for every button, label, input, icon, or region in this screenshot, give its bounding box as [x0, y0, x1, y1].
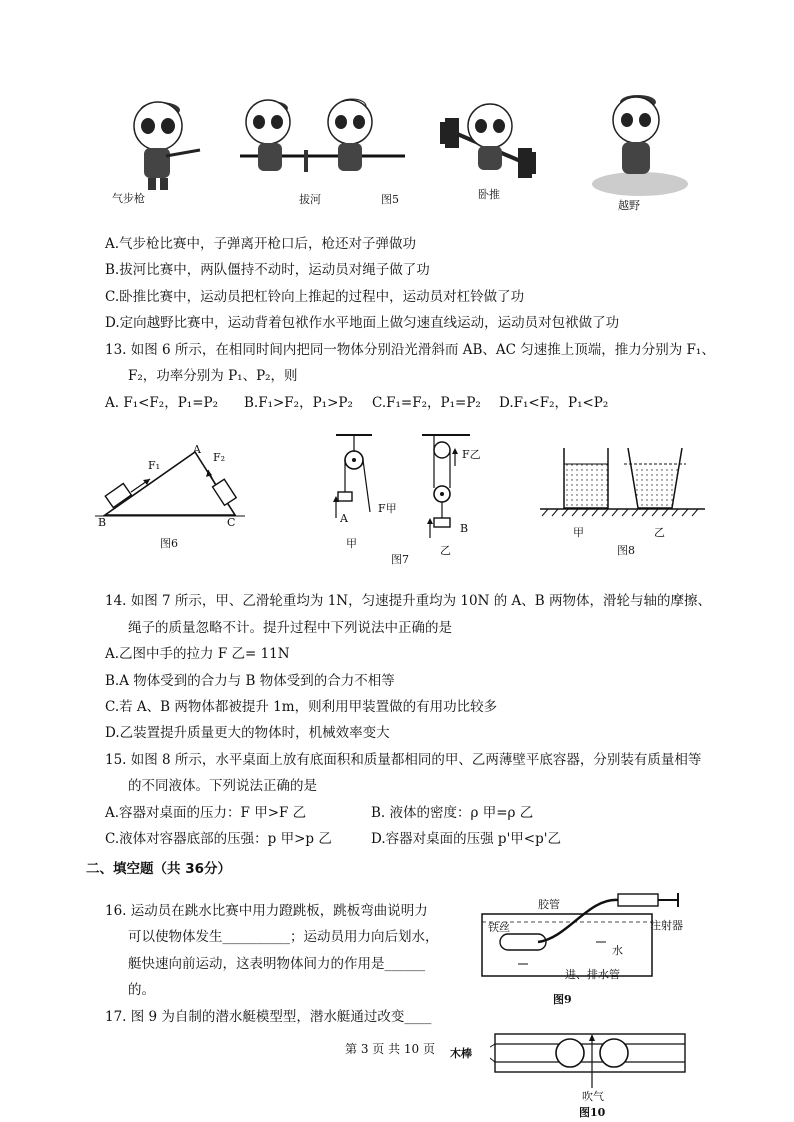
- q13-stem-line2: F₂，功率分别为 P₁、P₂，则: [128, 368, 298, 384]
- q13-stem-line1: 13. 如图 6 所示，在相同时间内把同一物体分别沿光滑斜而 AB、AC 匀速推上顶端，推力分别为 F₁、: [105, 342, 715, 358]
- block-on-ab: [105, 483, 131, 507]
- fig6-label-f2: F₂: [213, 451, 226, 464]
- q16-line3: 艇快速向前运动，这表明物体间力的作用是______: [128, 956, 425, 972]
- fig9-caption: 图9: [553, 993, 572, 1006]
- fig7-label-b: B: [460, 522, 469, 535]
- panda-orienteering-illustration: [592, 95, 688, 196]
- fig6-label-b: B: [98, 516, 107, 529]
- q15-option-a: A.容器对桌面的压力：F 甲>F 乙: [105, 805, 307, 821]
- q16-line2: 可以使物体发生__________；运动员用力向后划水，: [128, 929, 439, 945]
- fig5-label-tug: 拔河: [299, 193, 321, 206]
- q14-option-a: A.乙图中手的拉力 F 乙= 11N: [105, 646, 290, 662]
- figure-5: [100, 88, 700, 218]
- container-jia: [564, 448, 608, 508]
- fig9-label-syringe: 注射器: [650, 919, 683, 932]
- q15-stem-line2: 的不同液体。下列说法正确的是: [128, 778, 317, 794]
- fig8-label-yi: 乙: [654, 526, 665, 539]
- fig7-label-fyi: F乙: [462, 448, 481, 461]
- q14-option-b: B.A 物体受到的合力与 B 物体受到的合力不相等: [105, 673, 395, 689]
- panda-rifle-illustration: [134, 102, 200, 190]
- block-b: [434, 518, 450, 527]
- panda-tug-of-war-illustration: [240, 99, 405, 172]
- panda-bench-press-illustration: [440, 104, 536, 178]
- fig5-caption: 图5: [381, 193, 399, 206]
- fig10-label-blow: 吹气: [582, 1090, 604, 1103]
- q13-option-a: A. F₁<F₂，P₁=P₂: [105, 395, 219, 411]
- block-a: [338, 492, 352, 501]
- q14-option-d: D.乙装置提升质量更大的物体时，机械效率变大: [105, 725, 390, 741]
- fig7-label-jia: 甲: [346, 537, 357, 550]
- fig5-label-orienteering: 越野: [618, 199, 640, 212]
- q12-option-c: C.卧推比赛中，运动员把杠铃向上推起的过程中，运动员对杠铃做了功: [105, 289, 525, 305]
- fig9-label-pipe: 进、排水管: [565, 968, 620, 981]
- syringe: [618, 894, 658, 906]
- fig7-label-a: A: [340, 512, 348, 525]
- fig5-label-press: 卧推: [478, 188, 500, 201]
- page-footer: 第 3 页 共 10 页: [345, 1042, 435, 1056]
- fig10-caption: 图10: [579, 1106, 606, 1119]
- q15-stem-line1: 15. 如图 8 所示，水平桌面上放有底面积和质量都相同的甲、乙两薄壁平底容器，分别装有质量相等: [105, 752, 702, 768]
- fig5-label-rifle: 气步枪: [112, 192, 145, 205]
- fig6-label-a: A: [193, 443, 201, 456]
- fig8-caption: 图8: [617, 544, 635, 557]
- fig7-caption: 图7: [391, 553, 409, 566]
- fig7-label-fjia: F甲: [378, 502, 397, 515]
- q15-option-b: B. 液体的密度：ρ 甲=ρ 乙: [371, 805, 534, 821]
- fig6-label-f1: F₁: [148, 459, 161, 472]
- fig6-caption: 图6: [160, 537, 178, 550]
- q16-line1: 16. 运动员在跳水比赛中用力蹬跳板，跳板弯曲说明力: [105, 903, 428, 919]
- q15-option-c: C.液体对容器底部的压强：p 甲>p 乙: [105, 831, 332, 847]
- q12-option-b: B.拔河比赛中，两队僵持不动时，运动员对绳子做了功: [105, 262, 430, 278]
- q12-option-a: A.气步枪比赛中，子弹离开枪口后，枪还对子弹做功: [105, 236, 417, 252]
- fig7-label-yi: 乙: [440, 544, 451, 557]
- section-2-heading: 二、填空题（共 36分）: [86, 861, 231, 877]
- figure-8: [540, 438, 705, 523]
- q14-stem-line2: 绳子的质量忽略不计。提升过程中下列说法中正确的是: [128, 620, 452, 636]
- q14-option-c: C.若 A、B 两物体都被提升 1m，则利用甲装置做的有用功比较多: [105, 699, 498, 715]
- block-on-ac: [213, 479, 237, 505]
- q13-option-d: D.F₁<F₂，P₁<P₂: [499, 395, 609, 411]
- fig6-label-c: C: [227, 516, 236, 529]
- q15-option-d: D.容器对桌面的压强 p'甲<p'乙: [371, 831, 561, 847]
- fig9-label-tube: 胶管: [538, 898, 560, 911]
- container-yi: [624, 448, 686, 508]
- fig9-label-wire: 铁丝: [488, 921, 510, 934]
- q17-line1: 17. 图 9 为自制的潜水艇模型型，潜水艇通过改变____: [105, 1009, 432, 1025]
- q16-line4: 的。: [128, 982, 155, 998]
- fig8-label-jia: 甲: [573, 526, 584, 539]
- fig9-label-water: 水: [612, 944, 623, 957]
- fig10-label-stick: 木棒: [450, 1047, 472, 1060]
- ball-left: [556, 1039, 584, 1067]
- q12-option-d: D.定向越野比赛中，运动背着包袱作水平地面上做匀速直线运动，运动员对包袱做了功: [105, 315, 620, 331]
- q14-stem-line1: 14. 如图 7 所示，甲、乙滑轮重均为 1N，匀速提升重均为 10N 的 A、B 两物体，滑轮与轴的摩擦、: [105, 593, 711, 609]
- q13-option-b: B.F₁>F₂，P₁>P₂: [244, 395, 353, 411]
- q13-option-c: C.F₁=F₂，P₁=P₂: [372, 395, 481, 411]
- ball-right: [600, 1039, 628, 1067]
